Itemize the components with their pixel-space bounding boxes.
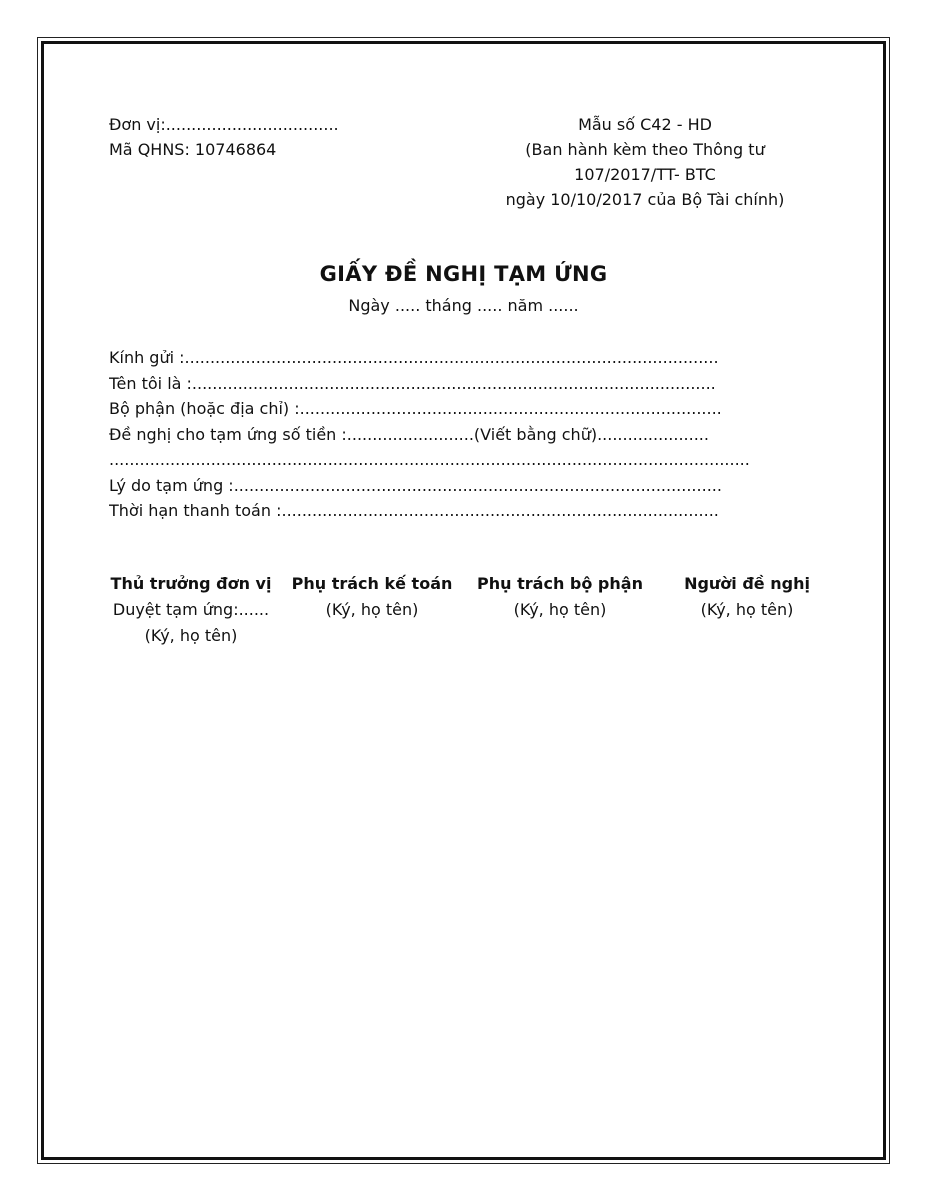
field-recipient: Kính gửi :......................................................................................................... — [109, 348, 719, 367]
signature-note: (Ký, họ tên) — [513, 600, 607, 619]
qhns-label: Mã QHNS: 10746864 — [109, 140, 277, 159]
form-number: Mẫu số C42 - HD — [578, 115, 712, 134]
signature-title: Thủ trưởng đơn vị — [110, 574, 272, 593]
field-applicant: Tên tôi là :....................................................................................................... — [109, 373, 716, 393]
issued-by-line-1: (Ban hành kèm theo Thông tư — [525, 140, 765, 159]
header-left — [109, 112, 339, 162]
signature-title: Phụ trách bộ phận — [477, 574, 643, 593]
signature-department-head — [470, 571, 650, 623]
issued-by-line-2: 107/2017/TT- BTC — [574, 165, 716, 184]
signature-applicant — [668, 571, 826, 623]
signature-head-of-unit — [100, 571, 282, 649]
signature-title: Người đề nghị — [684, 574, 810, 593]
unit-label: Đơn vị:.................................. — [109, 115, 339, 134]
signature-approval: Duyệt tạm ứng:...... — [112, 600, 270, 619]
field-amount-continued: .............................................................................................................................. — [109, 450, 750, 469]
signature-note: (Ký, họ tên) — [325, 600, 419, 619]
field-reason: Lý do tạm ứng :................................................................................................ — [109, 475, 722, 495]
signature-chief-accountant — [286, 571, 458, 623]
field-department: Bộ phận (hoặc địa chỉ) :................................................................................... — [109, 399, 722, 418]
field-amount: Đề nghị cho tạm ứng số tiền :.........................(Viết bằng chữ)...................... — [109, 424, 709, 444]
signature-title: Phụ trách kế toán — [291, 574, 453, 593]
field-deadline: Thời hạn thanh toán :...................................................................................... — [109, 501, 719, 520]
form-fields — [109, 345, 789, 524]
date-line: Ngày ..... tháng ..... năm ...... — [348, 296, 579, 315]
issued-by-line-3: ngày 10/10/2017 của Bộ Tài chính) — [505, 190, 785, 209]
signature-note: (Ký, họ tên) — [144, 626, 238, 645]
header-right — [470, 112, 820, 212]
signature-note: (Ký, họ tên) — [700, 600, 794, 619]
document-title: GIẤY ĐỀ NGHỊ TẠM ỨNG — [319, 262, 608, 286]
